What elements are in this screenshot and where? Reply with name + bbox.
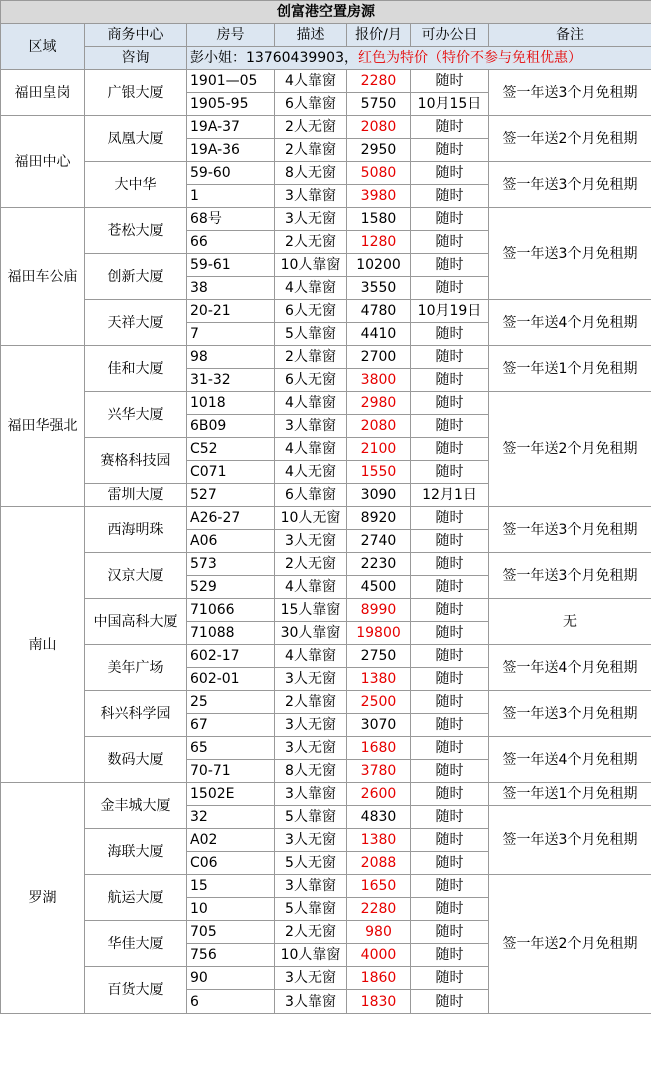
price-cell: 5080 [347, 162, 411, 185]
room-cell: C071 [187, 461, 275, 484]
price-cell: 2500 [347, 691, 411, 714]
price-cell: 2750 [347, 645, 411, 668]
available-cell: 随时 [411, 162, 489, 185]
consult-row [1, 47, 651, 70]
building-cell: 美年广场 [85, 645, 187, 691]
available-cell: 随时 [411, 231, 489, 254]
desc-cell: 4人靠窗 [275, 438, 347, 461]
price-cell: 19800 [347, 622, 411, 645]
building-cell: 航运大厦 [85, 875, 187, 921]
price-cell: 3980 [347, 185, 411, 208]
room-cell: 19A-36 [187, 139, 275, 162]
room-cell: 38 [187, 277, 275, 300]
available-cell: 随时 [411, 369, 489, 392]
desc-cell: 6人靠窗 [275, 484, 347, 507]
price-cell: 2230 [347, 553, 411, 576]
room-cell: 71088 [187, 622, 275, 645]
price-cell: 1830 [347, 990, 411, 1014]
desc-cell: 3人靠窗 [275, 415, 347, 438]
desc-cell: 10人靠窗 [275, 254, 347, 277]
remark-cell: 签一年送2个月免租期 [489, 392, 651, 507]
desc-cell: 2人靠窗 [275, 346, 347, 369]
price-cell: 8920 [347, 507, 411, 530]
available-cell: 随时 [411, 553, 489, 576]
available-cell: 随时 [411, 967, 489, 990]
available-cell: 随时 [411, 806, 489, 829]
desc-cell: 4人靠窗 [275, 70, 347, 93]
region-cell: 福田中心 [1, 116, 85, 208]
room-cell: 1018 [187, 392, 275, 415]
room-cell: 602-01 [187, 668, 275, 691]
table-row [1, 737, 651, 760]
available-cell: 随时 [411, 415, 489, 438]
building-cell: 大中华 [85, 162, 187, 208]
room-cell: 6 [187, 990, 275, 1014]
price-cell: 2080 [347, 415, 411, 438]
desc-cell: 10人无窗 [275, 507, 347, 530]
remark-cell: 签一年送4个月免租期 [489, 300, 651, 346]
table-title: 创富港空置房源 [1, 1, 651, 24]
desc-cell: 3人无窗 [275, 530, 347, 553]
available-cell: 随时 [411, 438, 489, 461]
room-cell: 7 [187, 323, 275, 346]
price-cell: 2280 [347, 898, 411, 921]
available-cell: 随时 [411, 599, 489, 622]
price-cell: 10200 [347, 254, 411, 277]
available-cell: 随时 [411, 668, 489, 691]
desc-cell: 8人无窗 [275, 162, 347, 185]
desc-cell: 2人无窗 [275, 116, 347, 139]
room-cell: 1502E [187, 783, 275, 806]
available-cell: 10月19日 [411, 300, 489, 323]
desc-cell: 3人无窗 [275, 967, 347, 990]
room-cell: 25 [187, 691, 275, 714]
table-row [1, 645, 651, 668]
region-cell: 福田皇岗 [1, 70, 85, 116]
price-cell: 1650 [347, 875, 411, 898]
room-cell: 71066 [187, 599, 275, 622]
region-cell: 南山 [1, 507, 85, 783]
remark-cell: 签一年送2个月免租期 [489, 875, 651, 1014]
building-cell: 汉京大厦 [85, 553, 187, 599]
remark-cell: 签一年送3个月免租期 [489, 208, 651, 300]
room-cell: C52 [187, 438, 275, 461]
room-cell: 70-71 [187, 760, 275, 783]
price-cell: 1380 [347, 829, 411, 852]
region-cell: 福田华强北 [1, 346, 85, 507]
building-cell: 创新大厦 [85, 254, 187, 300]
price-cell: 1680 [347, 737, 411, 760]
building-cell: 中国高科大厦 [85, 599, 187, 645]
price-cell: 2100 [347, 438, 411, 461]
available-cell: 随时 [411, 944, 489, 967]
price-cell: 1580 [347, 208, 411, 231]
room-cell: 1 [187, 185, 275, 208]
desc-cell: 2人无窗 [275, 553, 347, 576]
room-cell: 65 [187, 737, 275, 760]
remark-cell: 签一年送3个月免租期 [489, 806, 651, 875]
room-cell: 10 [187, 898, 275, 921]
table-row [1, 162, 651, 185]
desc-cell: 3人无窗 [275, 668, 347, 691]
available-cell: 随时 [411, 70, 489, 93]
available-cell: 随时 [411, 645, 489, 668]
available-cell: 随时 [411, 185, 489, 208]
desc-cell: 4人靠窗 [275, 645, 347, 668]
room-cell: 6B09 [187, 415, 275, 438]
room-cell: 66 [187, 231, 275, 254]
table-row [1, 507, 651, 530]
region-cell: 福田车公庙 [1, 208, 85, 346]
remark-cell: 签一年送1个月免租期 [489, 783, 651, 806]
header-room: 房号 [187, 24, 275, 47]
room-cell: C06 [187, 852, 275, 875]
price-cell: 1860 [347, 967, 411, 990]
table-row [1, 392, 651, 415]
desc-cell: 2人无窗 [275, 231, 347, 254]
room-cell: A06 [187, 530, 275, 553]
available-cell: 随时 [411, 737, 489, 760]
price-cell: 2088 [347, 852, 411, 875]
available-cell: 随时 [411, 254, 489, 277]
price-cell: 2080 [347, 116, 411, 139]
desc-cell: 4人靠窗 [275, 576, 347, 599]
room-cell: 59-60 [187, 162, 275, 185]
building-cell: 苍松大厦 [85, 208, 187, 254]
available-cell: 随时 [411, 576, 489, 599]
remark-cell: 无 [489, 599, 651, 645]
available-cell: 10月15日 [411, 93, 489, 116]
desc-cell: 15人靠窗 [275, 599, 347, 622]
price-cell: 980 [347, 921, 411, 944]
available-cell: 随时 [411, 277, 489, 300]
price-cell: 3090 [347, 484, 411, 507]
table-row [1, 70, 651, 93]
building-cell: 科兴科学园 [85, 691, 187, 737]
building-cell: 天祥大厦 [85, 300, 187, 346]
building-cell: 西海明珠 [85, 507, 187, 553]
room-cell: A02 [187, 829, 275, 852]
room-cell: 32 [187, 806, 275, 829]
room-cell: 527 [187, 484, 275, 507]
room-cell: 705 [187, 921, 275, 944]
table-row [1, 300, 651, 323]
table-row [1, 691, 651, 714]
price-cell: 1280 [347, 231, 411, 254]
price-cell: 3550 [347, 277, 411, 300]
available-cell: 随时 [411, 139, 489, 162]
title-row [1, 1, 651, 24]
building-cell: 佳和大厦 [85, 346, 187, 392]
desc-cell: 6人无窗 [275, 300, 347, 323]
header-price: 报价/月 [347, 24, 411, 47]
desc-cell: 2人靠窗 [275, 691, 347, 714]
building-cell: 凤凰大厦 [85, 116, 187, 162]
available-cell: 随时 [411, 622, 489, 645]
remark-cell: 签一年送4个月免租期 [489, 645, 651, 691]
available-cell: 随时 [411, 208, 489, 231]
price-cell: 4780 [347, 300, 411, 323]
available-cell: 随时 [411, 783, 489, 806]
room-cell: 1905-95 [187, 93, 275, 116]
price-cell: 4410 [347, 323, 411, 346]
table-row [1, 346, 651, 369]
building-cell: 数码大厦 [85, 737, 187, 783]
header-available: 可办公日 [411, 24, 489, 47]
available-cell: 随时 [411, 714, 489, 737]
room-cell: A26-27 [187, 507, 275, 530]
header-desc: 描述 [275, 24, 347, 47]
room-cell: 756 [187, 944, 275, 967]
room-cell: 98 [187, 346, 275, 369]
room-cell: 19A-37 [187, 116, 275, 139]
building-cell: 兴华大厦 [85, 392, 187, 438]
header-area: 区域 [1, 24, 85, 70]
desc-cell: 2人靠窗 [275, 139, 347, 162]
room-cell: 529 [187, 576, 275, 599]
available-cell: 随时 [411, 760, 489, 783]
room-cell: 20-21 [187, 300, 275, 323]
table-row [1, 553, 651, 576]
remark-cell: 签一年送3个月免租期 [489, 691, 651, 737]
desc-cell: 3人靠窗 [275, 990, 347, 1014]
remark-cell: 签一年送3个月免租期 [489, 507, 651, 553]
room-cell: 602-17 [187, 645, 275, 668]
available-cell: 随时 [411, 461, 489, 484]
price-cell: 1380 [347, 668, 411, 691]
remark-cell: 签一年送4个月免租期 [489, 737, 651, 783]
available-cell: 随时 [411, 392, 489, 415]
desc-cell: 3人靠窗 [275, 783, 347, 806]
price-cell: 2980 [347, 392, 411, 415]
price-cell: 4500 [347, 576, 411, 599]
room-cell: 90 [187, 967, 275, 990]
desc-cell: 2人无窗 [275, 921, 347, 944]
room-cell: 15 [187, 875, 275, 898]
consult-contact [187, 47, 651, 70]
available-cell: 随时 [411, 898, 489, 921]
room-cell: 68号 [187, 208, 275, 231]
desc-cell: 3人靠窗 [275, 185, 347, 208]
desc-cell: 30人靠窗 [275, 622, 347, 645]
available-cell: 随时 [411, 530, 489, 553]
building-cell: 海联大厦 [85, 829, 187, 875]
price-cell: 2740 [347, 530, 411, 553]
building-cell: 雷圳大厦 [85, 484, 187, 507]
building-cell: 百货大厦 [85, 967, 187, 1014]
desc-cell: 4人无窗 [275, 461, 347, 484]
region-cell: 罗湖 [1, 783, 85, 1014]
desc-cell: 3人无窗 [275, 737, 347, 760]
desc-cell: 5人靠窗 [275, 323, 347, 346]
building-cell: 广银大厦 [85, 70, 187, 116]
available-cell: 12月1日 [411, 484, 489, 507]
desc-cell: 3人无窗 [275, 829, 347, 852]
building-cell: 华佳大厦 [85, 921, 187, 967]
header-remark: 备注 [489, 24, 651, 47]
price-cell: 2700 [347, 346, 411, 369]
price-cell: 4000 [347, 944, 411, 967]
remark-cell: 签一年送3个月免租期 [489, 162, 651, 208]
table-row [1, 875, 651, 898]
desc-cell: 6人无窗 [275, 369, 347, 392]
remark-cell: 签一年送3个月免租期 [489, 70, 651, 116]
available-cell: 随时 [411, 829, 489, 852]
desc-cell: 5人无窗 [275, 852, 347, 875]
desc-cell: 8人无窗 [275, 760, 347, 783]
desc-cell: 4人靠窗 [275, 392, 347, 415]
table-row [1, 116, 651, 139]
building-cell: 赛格科技园 [85, 438, 187, 484]
available-cell: 随时 [411, 875, 489, 898]
consult-note: 红色为特价（特价不参与免租优惠） [357, 50, 582, 66]
remark-cell: 签一年送2个月免租期 [489, 116, 651, 162]
available-cell: 随时 [411, 852, 489, 875]
price-cell: 4830 [347, 806, 411, 829]
price-cell: 8990 [347, 599, 411, 622]
price-cell: 3780 [347, 760, 411, 783]
available-cell: 随时 [411, 921, 489, 944]
header-center: 商务中心 [85, 24, 187, 47]
price-cell: 5750 [347, 93, 411, 116]
table-body [1, 1, 651, 1014]
available-cell: 随时 [411, 691, 489, 714]
desc-cell: 5人靠窗 [275, 898, 347, 921]
consult-label: 咨询 [85, 47, 187, 70]
remark-cell: 签一年送3个月免租期 [489, 553, 651, 599]
room-cell: 59-61 [187, 254, 275, 277]
room-cell: 31-32 [187, 369, 275, 392]
desc-cell: 3人无窗 [275, 714, 347, 737]
price-cell: 3070 [347, 714, 411, 737]
desc-cell: 6人靠窗 [275, 93, 347, 116]
room-cell: 573 [187, 553, 275, 576]
room-cell: 1901—05 [187, 70, 275, 93]
header-row [1, 24, 651, 47]
available-cell: 随时 [411, 116, 489, 139]
available-cell: 随时 [411, 990, 489, 1014]
available-cell: 随时 [411, 346, 489, 369]
price-cell: 1550 [347, 461, 411, 484]
table-row [1, 783, 651, 806]
desc-cell: 3人靠窗 [275, 875, 347, 898]
desc-cell: 3人无窗 [275, 208, 347, 231]
table-row [1, 599, 651, 622]
available-cell: 随时 [411, 323, 489, 346]
consult-phone: 彭小姐：13760439903， [190, 50, 358, 66]
price-cell: 2280 [347, 70, 411, 93]
desc-cell: 5人靠窗 [275, 806, 347, 829]
desc-cell: 4人靠窗 [275, 277, 347, 300]
table-row [1, 208, 651, 231]
desc-cell: 10人靠窗 [275, 944, 347, 967]
price-cell: 2600 [347, 783, 411, 806]
remark-cell: 签一年送1个月免租期 [489, 346, 651, 392]
price-cell: 3800 [347, 369, 411, 392]
room-cell: 67 [187, 714, 275, 737]
price-cell: 2950 [347, 139, 411, 162]
building-cell: 金丰城大厦 [85, 783, 187, 829]
available-cell: 随时 [411, 507, 489, 530]
